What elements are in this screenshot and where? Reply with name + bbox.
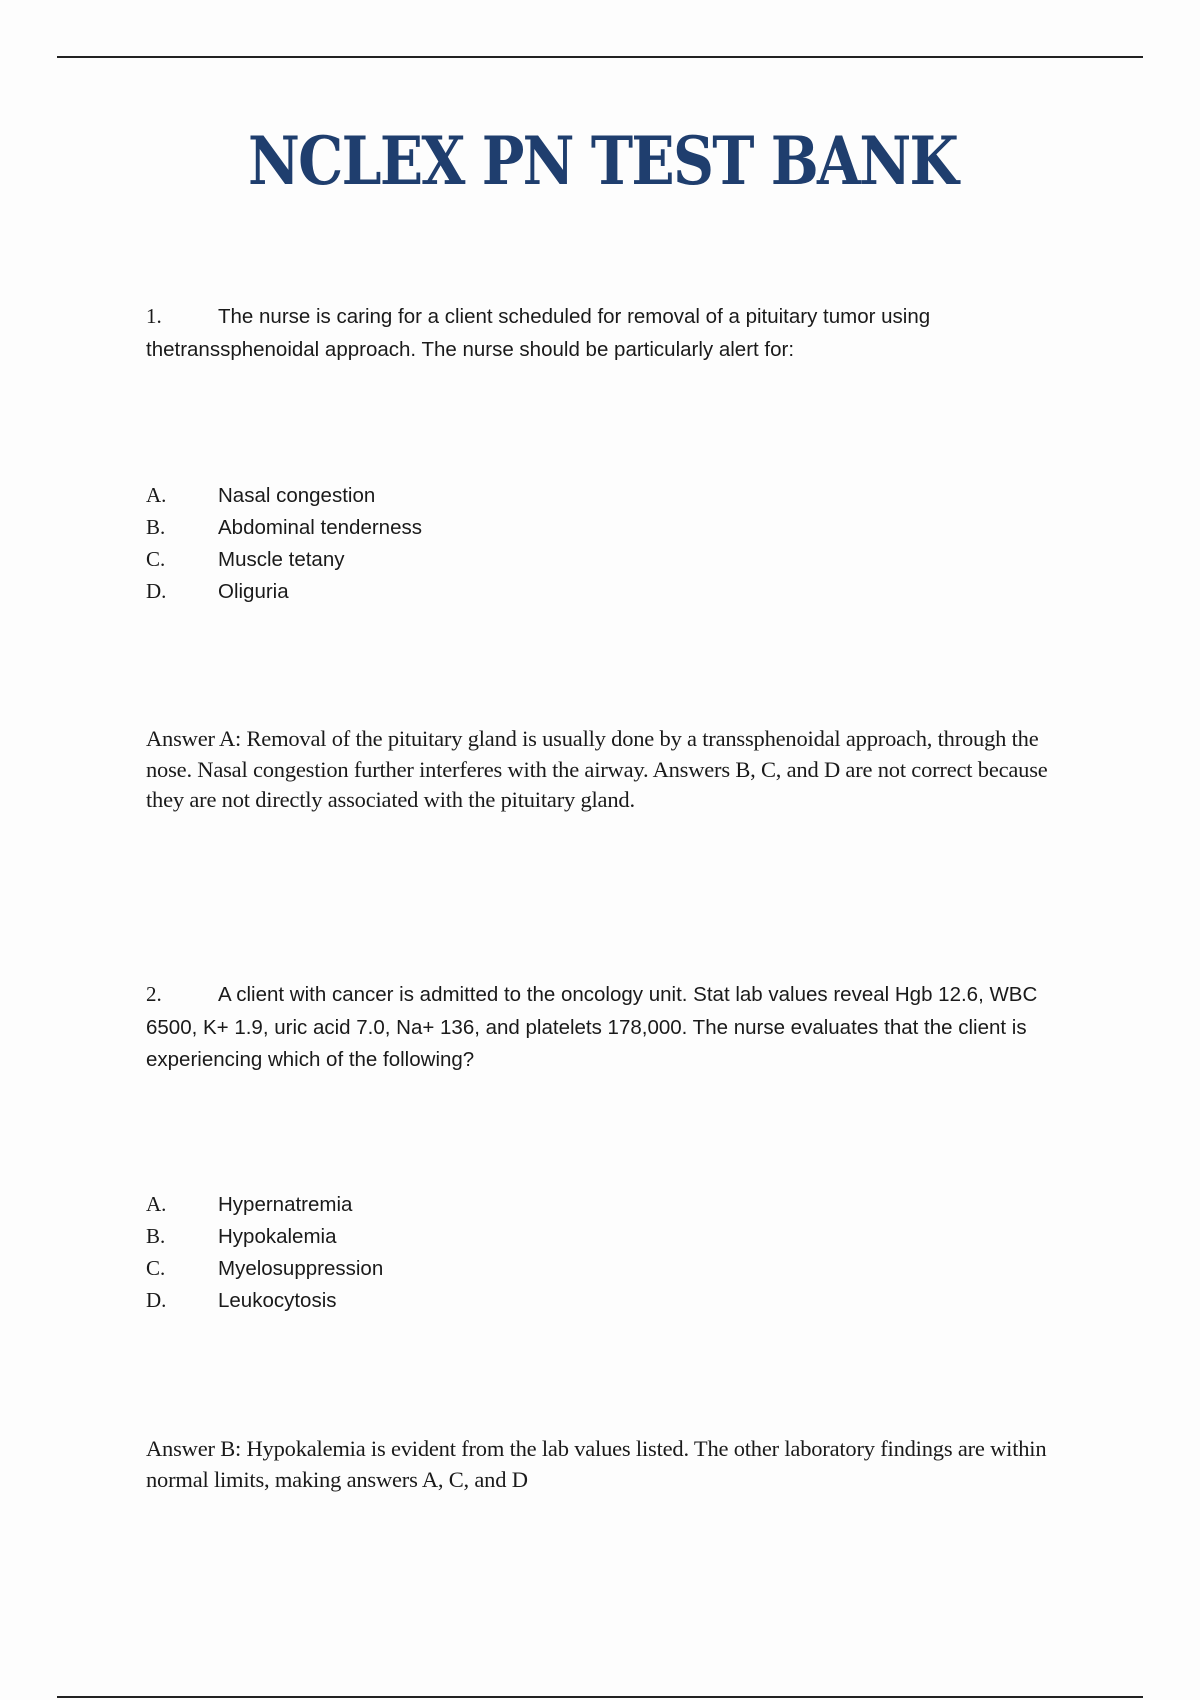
option-text: Hypokalemia	[218, 1225, 337, 1248]
option-letter: D.	[146, 579, 167, 603]
option-letter: B.	[146, 1224, 166, 1248]
question-1-option-b	[146, 511, 846, 543]
question-2-options	[146, 1188, 846, 1316]
option-text: Leukocytosis	[218, 1289, 337, 1312]
question-2-option-b	[146, 1220, 846, 1252]
question-2	[146, 978, 1076, 1077]
option-letter: D.	[146, 1288, 167, 1312]
option-letter: C.	[146, 547, 166, 571]
option-text: Nasal congestion	[218, 484, 376, 507]
bottom-rule	[57, 1696, 1143, 1698]
top-rule	[57, 56, 1143, 58]
question-2-option-a	[146, 1188, 846, 1220]
option-text: Oliguria	[218, 580, 289, 603]
document-title: NCLEX PN TEST BANK	[248, 122, 958, 200]
question-1-option-d	[146, 575, 846, 607]
question-2-number: 2.	[146, 982, 162, 1006]
question-1-text: The nurse is caring for a client scheduled for removal of a pituitary tumor using thetranssphenoidal approach. The nurse should be particularly alert for:	[146, 305, 931, 361]
option-text: Hypernatremia	[218, 1193, 353, 1216]
question-1	[146, 300, 1076, 366]
question-1-answer: Answer A: Removal of the pituitary gland is usually done by a transsphenoidal approach, through the nose. Nasal congestion further interferes with the airway. Answers B, C, and D are not correct because they are not directly associated with the pituitary gland.	[146, 726, 1048, 812]
option-letter: B.	[146, 515, 166, 539]
question-1-option-a	[146, 479, 846, 511]
option-letter: A.	[146, 483, 167, 507]
option-letter: A.	[146, 1192, 167, 1216]
question-2-option-c	[146, 1252, 846, 1284]
question-1-options	[146, 479, 846, 607]
question-1-option-c	[146, 543, 846, 575]
option-text: Muscle tetany	[218, 548, 345, 571]
question-2-text: A client with cancer is admitted to the oncology unit. Stat lab values reveal Hgb 12.6, WBC 6500, K+ 1.9, uric acid 7.0, Na+ 136, and platelets 178,000. The nurse evaluates that the client is experiencing which of the following?	[146, 983, 1038, 1071]
question-1-number: 1.	[146, 304, 162, 328]
option-text: Abdominal tenderness	[218, 516, 422, 539]
question-2-answer: Answer B: Hypokalemia is evident from the lab values listed. The other laboratory findings are within normal limits, making answers A, C, and D	[146, 1436, 1047, 1492]
option-text: Myelosuppression	[218, 1257, 384, 1280]
question-2-option-d	[146, 1284, 846, 1316]
option-letter: C.	[146, 1256, 166, 1280]
